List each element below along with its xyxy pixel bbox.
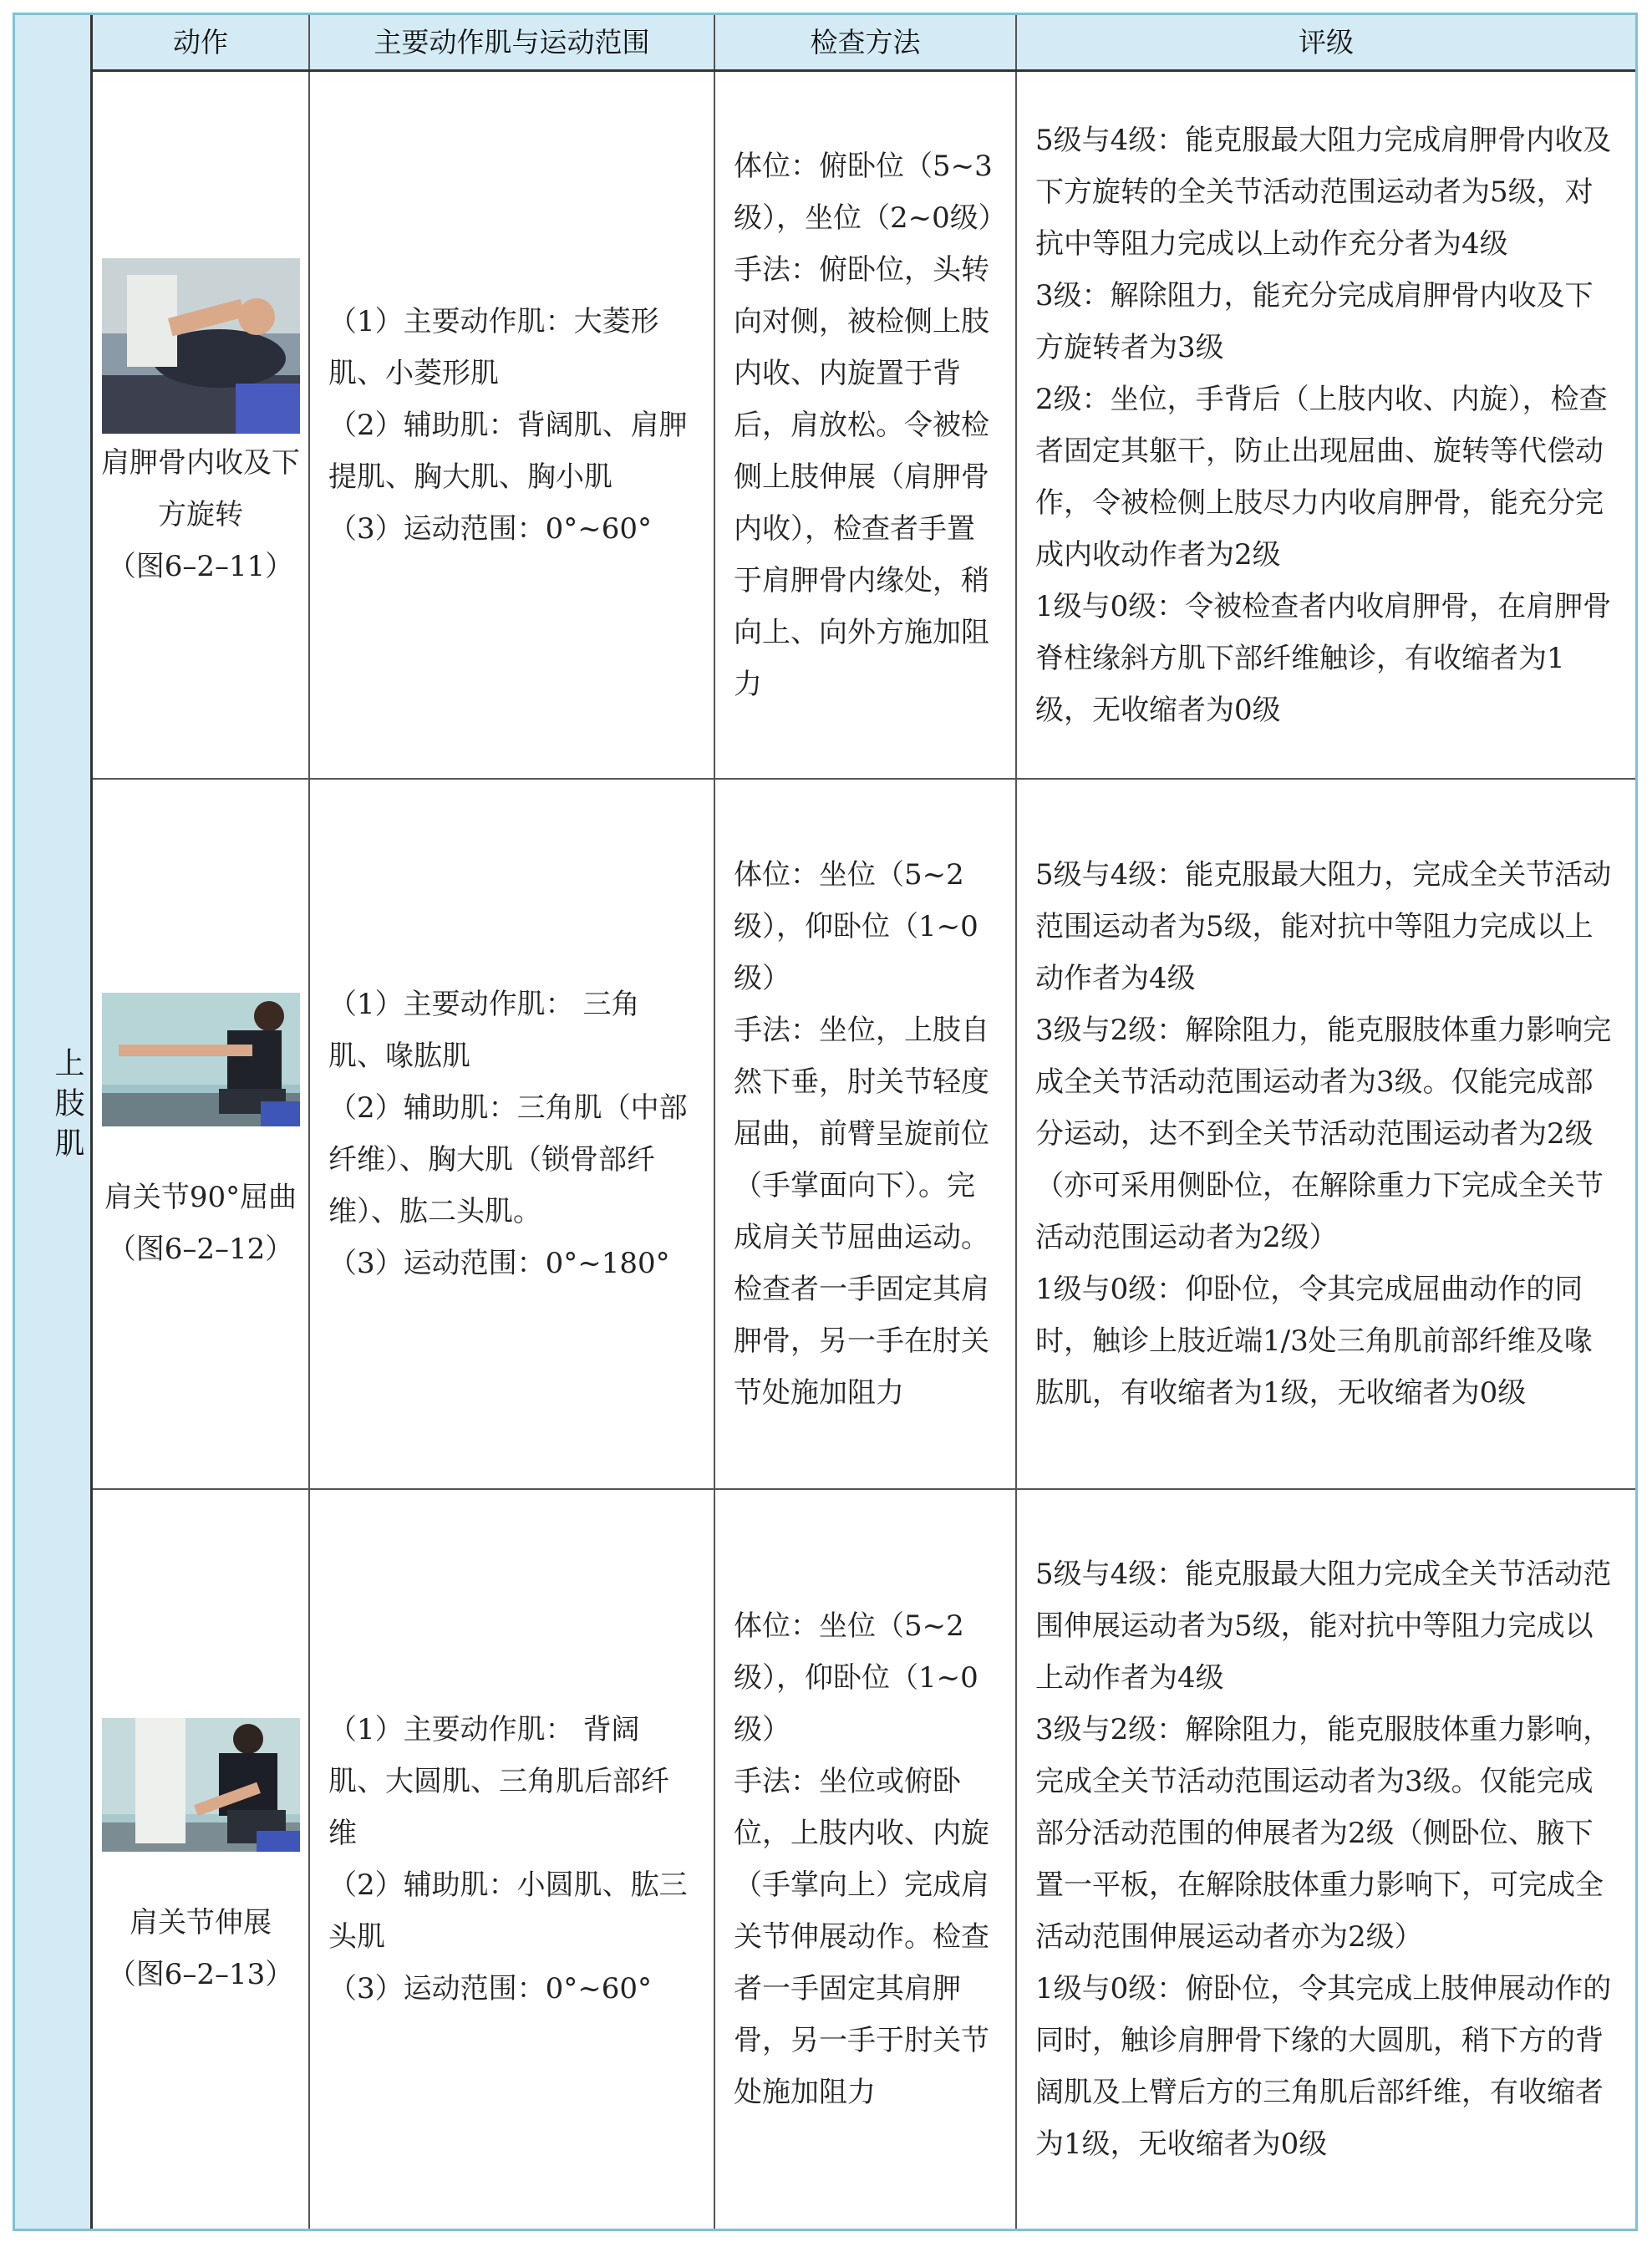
grade-line: 5级与4级：能克服最大阻力完成肩胛骨内收及下方旋转的全关节活动范围运动者为5级，对抗中等阻力完成以上动作充分者为4级: [1035, 123, 1612, 261]
header-action: 动作: [93, 15, 310, 69]
muscle-line: （1）主要动作肌： 背阔肌、大圆肌、三角肌后部纤维: [328, 1713, 669, 1850]
method-cell: [715, 72, 1017, 778]
muscle-line: （2）辅助肌：三角肌（中部纤维）、胸大肌（锁骨部纤维）、肱二头肌。: [328, 1091, 688, 1228]
action-cell: [93, 72, 310, 778]
muscle-line: （1）主要动作肌：大菱形肌、小菱形肌: [328, 304, 659, 390]
method-line: 体位：坐位（5~2级），仰卧位（1~0级）: [734, 1609, 978, 1746]
table-header: [93, 15, 1635, 72]
action-cell: [93, 780, 310, 1488]
exercise-photo: [102, 258, 300, 434]
muscle-line: （1）主要动作肌： 三角肌、喙肱肌: [328, 988, 640, 1073]
grade-line: 1级与0级：俯卧位，令其完成上肢伸展动作的同时，触诊肩胛骨下缘的大圆肌，稍下方的背阔肌及上臂后方的三角肌后部纤维，有收缩者为1级，无收缩者为0级: [1035, 1972, 1612, 2161]
muscle-line: （3）运动范围：0°~180°: [328, 1247, 670, 1280]
method-cell: [715, 1490, 1017, 2229]
method-line: 手法：俯卧位，头转向对侧，被检侧上肢内收、内旋置于背后，肩放松。令被检侧上肢伸展（肩胛骨内收），检查者手置于肩胛骨内缘处，稍向上、向外方施加阻力: [734, 252, 989, 701]
method-cell: [715, 780, 1017, 1488]
category-column: [15, 15, 93, 2229]
grade-line: 3级与2级：解除阻力，能克服肢体重力影响，完成全关节活动范围运动者为3级。仅能完成部分活动范围的伸展者为2级（侧卧位、腋下置一平板，在解除肢体重力影响下，可完成全活动范围伸展运动者亦为2级）: [1035, 1713, 1612, 1954]
table-row: [93, 1490, 1635, 2229]
action-name: 肩胛骨内收及下方旋转: [101, 445, 300, 531]
muscle-line: （2）辅助肌：小圆肌、肱三头肌: [328, 1868, 688, 1954]
action-name: 肩关节90°屈曲: [104, 1181, 297, 1214]
exercise-photo: [102, 993, 300, 1168]
table-row: [93, 72, 1635, 780]
header-muscle: 主要动作肌与运动范围: [310, 15, 715, 69]
grade-line: 5级与4级：能克服最大阻力，完成全关节活动范围运动者为5级，能对抗中等阻力完成以上动作者为4级: [1035, 858, 1612, 995]
action-name: 肩关节伸展: [130, 1906, 272, 1939]
muscle-cell: [310, 780, 715, 1488]
method-line: 手法：坐位，上肢自然下垂，肘关节轻度屈曲，前臂呈旋前位（手掌面向下）。完成肩关节屈曲运动。检查者一手固定其肩胛骨，另一手在肘关节处施加阻力: [734, 1014, 989, 1410]
action-cell: [93, 1490, 310, 2229]
header-method: 检查方法: [715, 15, 1017, 69]
figure-reference: （图6–2–11）: [107, 549, 294, 583]
muscle-line: （2）辅助肌：背阔肌、肩胛提肌、胸大肌、胸小肌: [328, 408, 688, 494]
method-line: 手法：坐位或俯卧位，上肢内收、内旋（手掌向上）完成肩关节伸展动作。检查者一手固定其肩胛骨，另一手于肘关节处施加阻力: [734, 1765, 989, 2109]
grade-line: 5级与4级：能克服最大阻力完成全关节活动范围伸展运动者为5级，能对抗中等阻力完成以上动作者为4级: [1035, 1558, 1612, 1695]
category-label: 上肢肌: [50, 1047, 84, 1167]
grade-cell: [1017, 780, 1635, 1488]
header-grade: 评级: [1299, 26, 1354, 58]
table-row: [93, 780, 1635, 1490]
grade-line: 1级与0级：仰卧位，令其完成屈曲动作的同时，触诊上肢近端1/3处三角肌前部纤维及喙肱肌，有收缩者为1级，无收缩者为0级: [1035, 1273, 1593, 1410]
method-line: 体位：俯卧位（5~3级），坐位（2~0级）: [734, 149, 1007, 235]
figure-reference: （图6–2–12）: [107, 1233, 294, 1266]
muscle-line: （3）运动范围：0°~60°: [328, 511, 653, 546]
grade-line: 2级：坐位，手背后（上肢内收、内旋），检查者固定其躯干，防止出现屈曲、旋转等代偿动作，令被检侧上肢尽力内收肩胛骨，能充分完成内收动作者为2级: [1035, 382, 1608, 572]
muscle-cell: [310, 72, 715, 778]
grade-line: 3级：解除阻力，能充分完成肩胛骨内收及下方旋转者为3级: [1035, 278, 1594, 364]
exercise-photo: [102, 1718, 300, 1894]
muscle-test-table: [13, 13, 1638, 2231]
grade-line: 3级与2级：解除阻力，能克服肢体重力影响完成全关节活动范围运动者为3级。仅能完成部分运动，达不到全关节活动范围运动者为2级（亦可采用侧卧位，在解除重力下完成全关节活动范围运动者为2级）: [1035, 1014, 1612, 1254]
grade-cell: [1017, 1490, 1635, 2229]
grade-cell: [1017, 72, 1635, 778]
method-line: 体位：坐位（5~2级），仰卧位（1~0级）: [734, 858, 978, 995]
figure-reference: （图6–2–13）: [107, 1958, 294, 1991]
muscle-line: （3）运动范围：0°~60°: [328, 1972, 653, 2005]
grade-line: 1级与0级：令被检查者内收肩胛骨，在肩胛骨脊柱缘斜方肌下部纤维触诊，有收缩者为1级，无收缩者为0级: [1035, 589, 1612, 727]
muscle-cell: [310, 1490, 715, 2229]
